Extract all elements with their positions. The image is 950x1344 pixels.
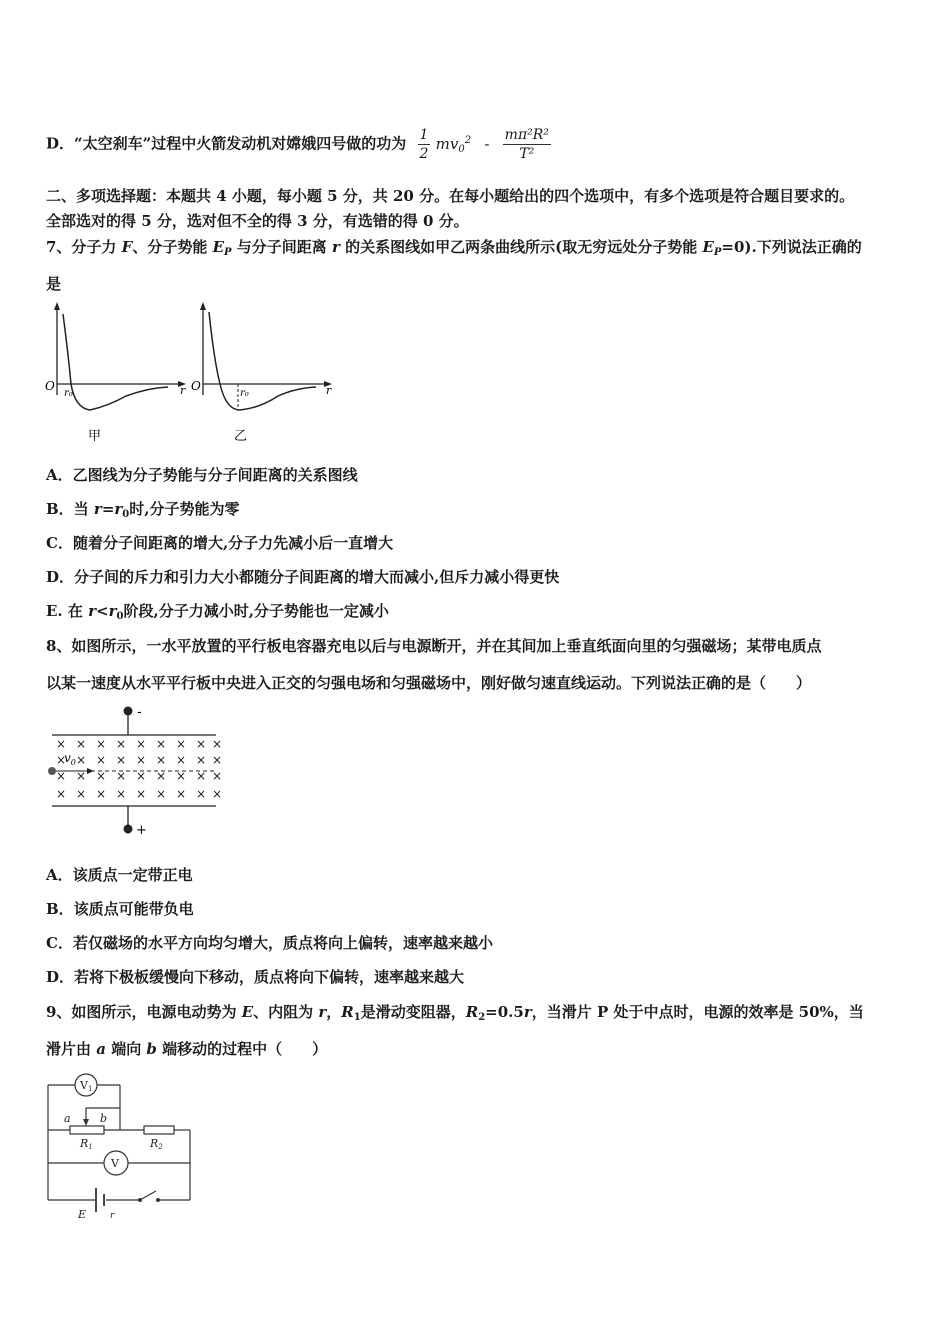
- field-cross: ×: [96, 769, 107, 783]
- field-cross: ×: [212, 753, 223, 767]
- field-cross: ×: [176, 753, 187, 767]
- q9-stem-line-1: 9、如图所示，电源电动势为 E、内阻为 r，$R_1$是滑动变阻器，$R_2=0.5r$，当滑片 P 处于中点时，电源的效率是 50%，当: [46, 1003, 864, 1023]
- emf-label: E: [78, 1208, 87, 1221]
- q8-option-a: A．该质点一定带正电: [46, 866, 193, 884]
- field-cross: ×: [96, 737, 107, 751]
- r1-label: R1: [80, 1137, 93, 1151]
- field-cross: ×: [56, 753, 67, 767]
- field-cross: ×: [176, 769, 187, 783]
- field-cross: ×: [136, 753, 147, 767]
- section-2-line-1: 二、多项选择题：本题共 4 小题，每小题 5 分，共 20 分。在每小题给出的四个选项中，有多个选项是符合题目要求的。: [46, 187, 855, 205]
- q6-option-d: [46, 126, 551, 163]
- field-cross: ×: [196, 787, 207, 801]
- q8-option-b: B．该质点可能带负电: [46, 900, 194, 918]
- q9-stem-line-2: 滑片由 a 端向 b 端移动的过程中（ ）: [46, 1040, 328, 1058]
- graph-jia-origin: O: [45, 379, 55, 393]
- q8-capacitor-figure: [44, 700, 234, 842]
- graph-jia-r0: r₀: [64, 388, 73, 399]
- field-cross: ×: [136, 769, 147, 783]
- q7-stem-line-2: 是: [46, 275, 62, 293]
- field-cross: ×: [116, 753, 127, 767]
- graph-jia-caption: 甲: [88, 429, 102, 444]
- field-cross: ×: [212, 737, 223, 751]
- formula-half: $\frac{1}{2}$: [419, 127, 429, 162]
- field-cross: ×: [136, 787, 147, 801]
- q8-stem-line-2: 以某一速度从水平平行板中央进入正交的匀强电场和匀强磁场中，刚好做匀速直线运动。下列说法正确的是（ ）: [46, 674, 812, 692]
- field-cross: ×: [56, 787, 67, 801]
- v0-label: $v_0$: [64, 751, 76, 767]
- field-cross: ×: [176, 737, 187, 751]
- q7-option-e: E. 在 $r<r_0$阶段,分子力减小时,分子势能也一定减小: [46, 602, 389, 622]
- field-cross: ×: [176, 787, 187, 801]
- formula-fraction: $\frac{\text{mπ²R²}}{\text{T²}}$: [504, 127, 549, 162]
- formula-minus: -: [484, 134, 490, 153]
- q8-stem-line-1: 8、如图所示，一水平放置的平行板电容器充电以后与电源断开，并在其间加上垂直纸面向里的匀强磁场；某带电质点: [46, 637, 822, 655]
- field-cross: ×: [96, 753, 107, 767]
- field-cross: ×: [116, 769, 127, 783]
- field-cross: ×: [196, 753, 207, 767]
- graph-jia-axis: r: [180, 384, 186, 397]
- field-cross: ×: [136, 737, 147, 751]
- graph-yi-axis: r: [326, 384, 332, 397]
- section-2-line-2: 全部选对的得 5 分，选对但不全的得 3 分，有选错的得 0 分。: [46, 212, 469, 230]
- field-cross: ×: [156, 787, 167, 801]
- graph-yi-origin: O: [191, 379, 201, 393]
- r2-label: R2: [150, 1137, 163, 1151]
- field-cross: ×: [56, 769, 67, 783]
- q7-option-c: C．随着分子间距离的增大,分子力先减小后一直增大: [46, 534, 394, 552]
- field-cross: ×: [76, 787, 87, 801]
- meter-v-label: V: [111, 1157, 119, 1170]
- field-cross: ×: [156, 753, 167, 767]
- field-cross: ×: [212, 769, 223, 783]
- graph-yi-r0: r₀: [240, 388, 249, 399]
- q7-graph-jia: [42, 300, 192, 448]
- q7-graph-yi: [188, 300, 338, 448]
- field-cross: ×: [156, 737, 167, 751]
- q7-option-d: D．分子间的斥力和引力大小都随分子间距离的增大而减小,但斥力减小得更快: [46, 568, 560, 586]
- field-cross: ×: [116, 787, 127, 801]
- q6-option-d-text: D．“太空刹车”过程中火箭发动机对嫦娥四号做的功为: [46, 134, 407, 153]
- q7-option-a: A．乙图线为分子势能与分子间距离的关系图线: [46, 466, 358, 484]
- field-cross: ×: [116, 737, 127, 751]
- field-cross: ×: [156, 769, 167, 783]
- meter-v1-label: V1: [80, 1079, 93, 1093]
- q9-circuit-diagram: [40, 1070, 200, 1222]
- field-cross: ×: [76, 753, 87, 767]
- field-cross: ×: [196, 737, 207, 751]
- top-plate-sign: -: [137, 705, 142, 720]
- q7-stem: 7、分子力 F、分子势能 $E_P$ 与分子间距离 r 的关系图线如甲乙两条曲线所示(取无穷远处分子势能 $E_P=0$).下列说法正确的: [46, 238, 862, 258]
- q7-option-b: B．当 $r=r_0$时,分子势能为零: [46, 500, 240, 520]
- field-cross: ×: [196, 769, 207, 783]
- slider-end-b: b: [100, 1112, 108, 1125]
- magnetic-field-crosses: [56, 737, 222, 801]
- bottom-plate-sign: +: [136, 823, 147, 838]
- internal-r-label: r: [110, 1211, 115, 1221]
- field-cross: ×: [56, 737, 67, 751]
- graph-yi-caption: 乙: [234, 429, 248, 444]
- slider-end-a: a: [64, 1112, 71, 1125]
- field-cross: ×: [76, 769, 87, 783]
- field-cross: ×: [212, 787, 223, 801]
- q8-option-d: D．若将下极板缓慢向下移动，质点将向下偏转，速率越来越大: [46, 968, 465, 986]
- field-cross: ×: [96, 787, 107, 801]
- q8-option-c: C．若仅磁场的水平方向均匀增大，质点将向上偏转，速率越来越小: [46, 934, 493, 952]
- field-cross: ×: [76, 737, 87, 751]
- formula-mv: $mv_0^2$: [435, 134, 472, 155]
